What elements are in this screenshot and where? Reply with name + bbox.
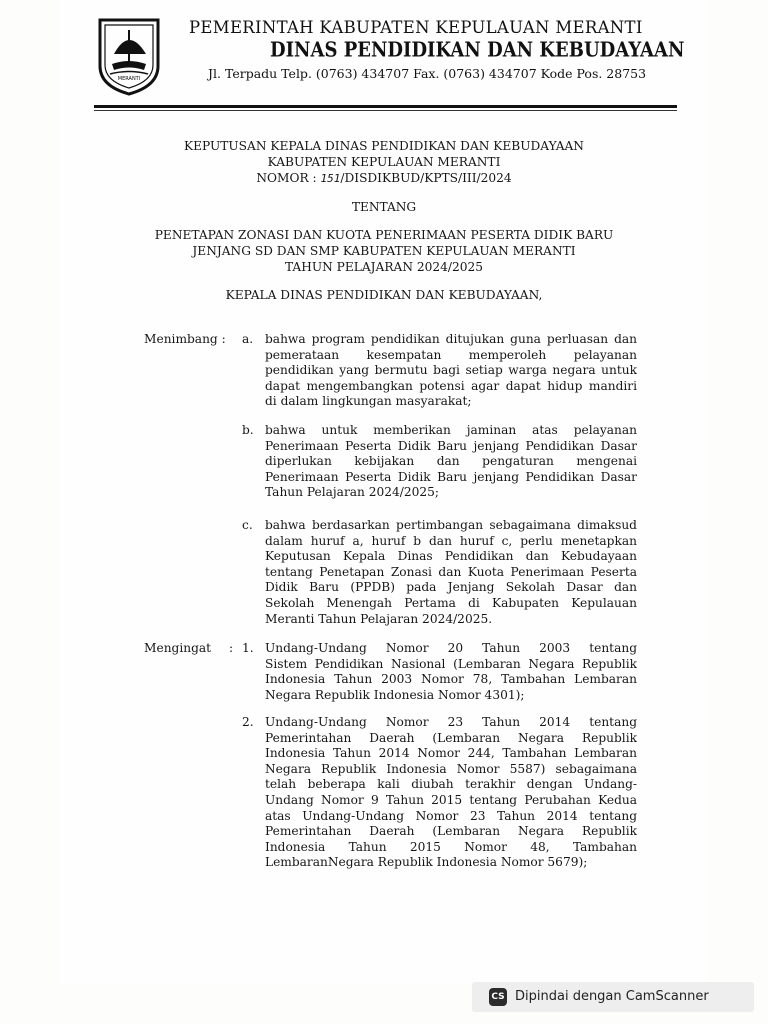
paragraph-line: Penerimaan Peserta Didik Baru jenjang Pendidikan Dasar: [265, 438, 637, 453]
paragraph-line: Indonesia Tahun 2015 Nomor 48, Tambahan: [265, 839, 637, 854]
letterhead-divider-thin: [94, 110, 677, 111]
mengingat-item-2-marker: 2.: [242, 715, 254, 729]
paragraph-line: Undang-Undang Nomor 20 Tahun 2003 tentang: [265, 641, 637, 655]
paragraph-line: bahwa berdasarkan pertimbangan sebagaimana dimaksud: [265, 518, 637, 532]
paragraph-line: Meranti Tahun Pelajaran 2024/2025.: [265, 611, 493, 626]
decree-number-handwritten: 151: [320, 172, 341, 185]
decree-number-prefix: NOMOR :: [256, 171, 321, 185]
paragraph-line: telah beberapa kali diubah terakhir dengan Undang-: [265, 777, 637, 792]
paragraph-line: tentang Penetapan Zonasi dan Kuota Penerimaan Peserta: [265, 564, 637, 579]
decree-issuer: KEPALA DINAS PENDIDIKAN DAN KEBUDAYAAN,: [225, 288, 543, 302]
paragraph-line: diperlukan kebijakan dan pengaturan mengenai: [265, 454, 637, 469]
regency-emblem-icon: [94, 14, 164, 98]
paragraph-line: Didik Baru (PPDB) pada Jenjang Sekolah Dasar dan: [265, 580, 637, 595]
letterhead-address: Jl. Terpadu Telp. (0763) 434707 Fax. (0763) 434707 Kode Pos. 28753: [208, 66, 647, 81]
paragraph-line: di dalam lingkungan masyarakat;: [265, 394, 472, 409]
paragraph-line: dalam huruf a, huruf b dan huruf c, perlu menetapkan: [265, 533, 637, 548]
decree-subject-line3: TAHUN PELAJARAN 2024/2025: [284, 260, 484, 274]
paragraph-line: Sistem Pendidikan Nasional (Lembaran Negara Republik: [265, 656, 637, 671]
letterhead-office-name: DINAS PENDIDIKAN DAN KEBUDAYAAN: [270, 38, 685, 63]
menimbang-item-b-marker: b.: [242, 423, 254, 437]
menimbang-item-c: [265, 518, 637, 627]
camscanner-logo-icon: CS: [489, 988, 507, 1006]
paragraph-line: LembaranNegara Republik Indonesia Nomor 5679);: [265, 855, 588, 870]
paragraph-line: Sekolah Menengah Pertama di Kabupaten Kepulauan: [265, 595, 637, 610]
letterhead-government-name: PEMERINTAH KABUPATEN KEPULAUAN MERANTI: [189, 18, 643, 37]
decree-title-line1: KEPUTUSAN KEPALA DINAS PENDIDIKAN DAN KEBUDAYAAN: [184, 139, 584, 153]
paragraph-line: Undang-Undang Nomor 23 Tahun 2014 tentang: [265, 715, 637, 729]
paragraph-line: pendidikan yang bermutu bagi setiap warga negara untuk: [265, 363, 637, 378]
paragraph-line: Pemerintahan Daerah (Lembaran Negara Republik: [265, 824, 637, 839]
menimbang-item-a: [265, 332, 637, 410]
mengingat-colon: :: [229, 641, 234, 655]
paragraph-line: Tahun Pelajaran 2024/2025;: [265, 485, 440, 500]
paragraph-line: bahwa program pendidikan ditujukan guna perluasan dan: [265, 332, 637, 346]
paragraph-line: Undang Nomor 9 Tahun 2015 tentang Perubahan Kedua: [265, 792, 637, 807]
tentang-heading: TENTANG: [351, 200, 417, 214]
menimbang-item-c-marker: c.: [242, 518, 253, 532]
paragraph-line: Negara Republik Indonesia Nomor 4301);: [265, 687, 525, 702]
paragraph-line: bahwa untuk memberikan jaminan atas pelayanan: [265, 423, 637, 437]
menimbang-item-b: [265, 423, 637, 501]
mengingat-item-2: [265, 715, 637, 871]
menimbang-label: Menimbang :: [144, 332, 226, 346]
decree-subject-line1: PENETAPAN ZONASI DAN KUOTA PENERIMAAN PESERTA DIDIK BARU: [154, 228, 614, 242]
mengingat-label: Mengingat: [144, 641, 212, 655]
paragraph-line: Indonesia Tahun 2014 Nomor 244, Tambahan Lembaran: [265, 746, 637, 761]
decree-number: [0, 171, 768, 185]
paragraph-line: Negara Republik Indonesia Nomor 5587) sebagaimana: [265, 761, 637, 776]
menimbang-item-a-marker: a.: [242, 332, 254, 346]
letterhead-divider-thick: [94, 105, 677, 108]
decree-number-suffix: /DISDIKBUD/KPTS/III/2024: [340, 171, 512, 185]
mengingat-item-1-marker: 1.: [242, 641, 254, 655]
mengingat-item-1: [265, 641, 637, 703]
paragraph-line: dapat mengembangkan potensi agar dapat hidup mandiri: [265, 378, 637, 393]
emblem-lettering: MERANTI: [117, 76, 141, 82]
paragraph-line: Penerimaan Peserta Didik Baru jenjang Pendidikan Dasar: [265, 469, 637, 484]
decree-subject-line2: JENJANG SD DAN SMP KABUPATEN KEPULAUAN MERANTI: [192, 244, 576, 258]
decree-title-line2: KABUPATEN KEPULAUAN MERANTI: [267, 155, 501, 169]
camscanner-watermark-text: Dipindai dengan CamScanner: [515, 989, 709, 1004]
paragraph-line: Pemerintahan Daerah (Lembaran Negara Republik: [265, 730, 637, 745]
paragraph-line: pemerataan kesempatan memperoleh pelayanan: [265, 347, 637, 362]
paragraph-line: Indonesia Tahun 2003 Nomor 78, Tambahan Lembaran: [265, 672, 637, 687]
paragraph-line: atas Undang-Undang Nomor 23 Tahun 2014 tentang: [265, 808, 637, 823]
paragraph-line: Keputusan Kepala Dinas Pendidikan dan Kebudayaan: [265, 549, 637, 564]
